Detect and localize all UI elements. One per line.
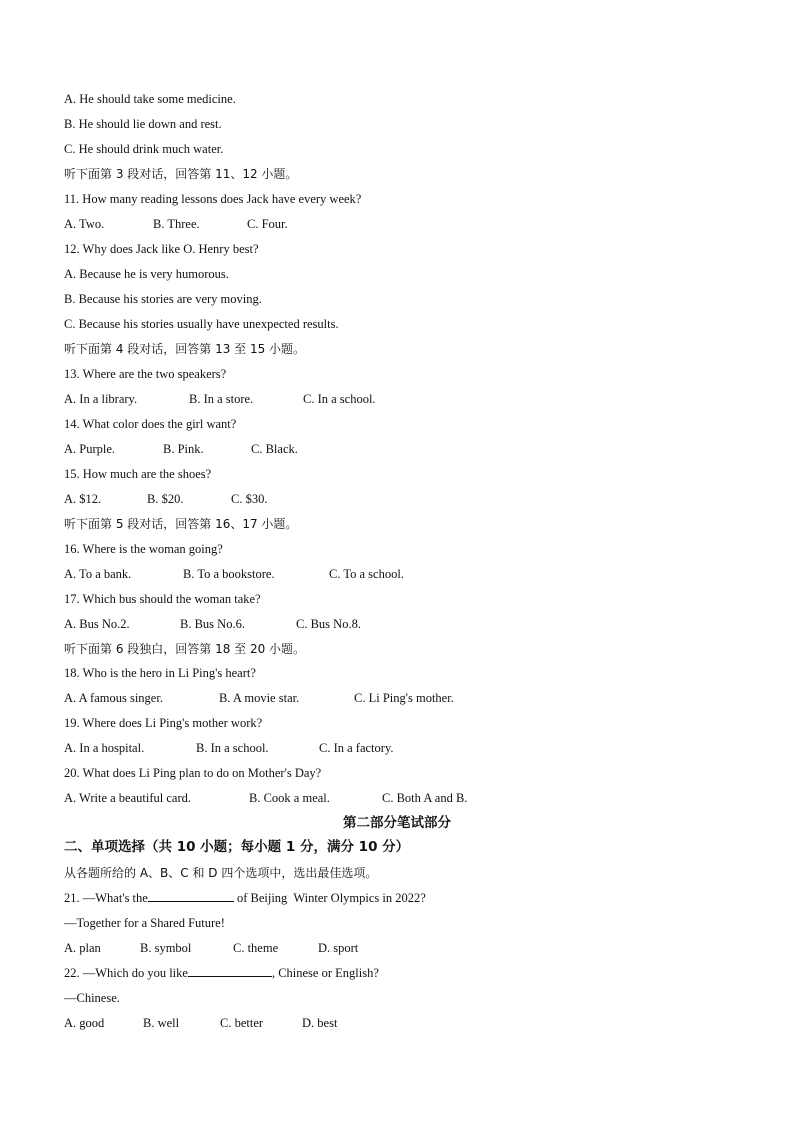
section-3-instruction: 听下面第 3 段对话，回答第 11、12 小题。 — [64, 167, 298, 181]
q22-option-c: C. better — [220, 1016, 264, 1030]
q11-stem: 11. How many reading lessons does Jack have every week? — [64, 192, 362, 206]
q22-stem — [64, 965, 379, 981]
q17-option-b: B. Bus No.6. — [180, 617, 245, 631]
q18-option-a: A. A famous singer. — [64, 691, 163, 705]
q15-option-b: B. $20. — [147, 492, 184, 506]
q22-option-a: A. good — [64, 1016, 105, 1030]
q19-option-c: C. In a factory. — [319, 741, 394, 755]
q13-option-c: C. In a school. — [303, 392, 376, 406]
q21-stem-before: 21. —What's the — [64, 891, 148, 905]
q21-stem — [64, 890, 426, 906]
section-instructions: 从各题所给的 A、B、C 和 D 四个选项中，选出最佳选项。 — [64, 866, 378, 880]
q16-option-b: B. To a bookstore. — [183, 567, 275, 581]
q14-option-c: C. Black. — [251, 442, 298, 456]
q19-stem: 19. Where does Li Ping's mother work? — [64, 716, 263, 730]
q16-option-c: C. To a school. — [329, 567, 404, 581]
section-heading: 二、单项选择（共 10 小题；每小题 1 分，满分 10 分） — [64, 839, 410, 855]
q12-option-a: A. Because he is very humorous. — [64, 267, 229, 281]
q22-answer-blank — [188, 965, 272, 977]
q10-option-a: A. He should take some medicine. — [64, 92, 236, 106]
q22-stem-after: , Chinese or English? — [271, 966, 379, 980]
q11-option-b: B. Three. — [153, 217, 200, 231]
q22-option-d: D. best — [302, 1016, 338, 1030]
q15-option-a: A. $12. — [64, 492, 102, 506]
part-2-title: 第二部分笔试部分 — [343, 815, 451, 831]
q21-option-b: B. symbol — [140, 941, 192, 955]
q21-answer-blank — [148, 890, 234, 902]
q21-stem-after: of Beijing Winter Olympics in 2022? — [233, 891, 426, 905]
q16-option-a: A. To a bank. — [64, 567, 132, 581]
q17-stem: 17. Which bus should the woman take? — [64, 592, 261, 606]
q16-stem: 16. Where is the woman going? — [64, 542, 223, 556]
q21-option-a: A. plan — [64, 941, 101, 955]
q11-option-c: C. Four. — [247, 217, 288, 231]
q20-option-a: A. Write a beautiful card. — [64, 791, 191, 805]
q13-stem: 13. Where are the two speakers? — [64, 367, 227, 381]
q22-option-b: B. well — [143, 1016, 180, 1030]
q14-option-a: A. Purple. — [64, 442, 116, 456]
q14-stem: 14. What color does the girl want? — [64, 417, 237, 431]
q18-option-b: B. A movie star. — [219, 691, 300, 705]
q10-option-b: B. He should lie down and rest. — [64, 117, 222, 131]
section-6-instruction: 听下面第 6 段独白，回答第 18 至 20 小题。 — [64, 642, 306, 656]
q22-stem-before: 22. —Which do you like — [64, 966, 188, 980]
q12-option-c: C. Because his stories usually have unexpected results. — [64, 317, 339, 331]
q14-option-b: B. Pink. — [163, 442, 204, 456]
q22-answer-line: —Chinese. — [64, 991, 120, 1005]
q17-option-a: A. Bus No.2. — [64, 617, 130, 631]
q10-option-c: C. He should drink much water. — [64, 142, 224, 156]
q21-option-c: C. theme — [233, 941, 279, 955]
q20-option-b: B. Cook a meal. — [249, 791, 330, 805]
q12-stem: 12. Why does Jack like O. Henry best? — [64, 242, 259, 256]
q15-stem: 15. How much are the shoes? — [64, 467, 212, 481]
q18-option-c: C. Li Ping's mother. — [354, 691, 454, 705]
q21-option-d: D. sport — [318, 941, 359, 955]
q15-option-c: C. $30. — [231, 492, 268, 506]
q13-option-a: A. In a library. — [64, 392, 138, 406]
q20-stem: 20. What does Li Ping plan to do on Mother's Day? — [64, 766, 322, 780]
q18-stem: 18. Who is the hero in Li Ping's heart? — [64, 666, 256, 680]
q21-answer-line: —Together for a Shared Future! — [64, 916, 225, 930]
q12-option-b: B. Because his stories are very moving. — [64, 292, 262, 306]
q17-option-c: C. Bus No.8. — [296, 617, 361, 631]
q11-option-a: A. Two. — [64, 217, 105, 231]
q19-option-b: B. In a school. — [196, 741, 269, 755]
q19-option-a: A. In a hospital. — [64, 741, 145, 755]
section-5-instruction: 听下面第 5 段对话，回答第 16、17 小题。 — [64, 517, 298, 531]
q20-option-c: C. Both A and B. — [382, 791, 468, 805]
section-4-instruction: 听下面第 4 段对话，回答第 13 至 15 小题。 — [64, 342, 306, 356]
q13-option-b: B. In a store. — [189, 392, 254, 406]
